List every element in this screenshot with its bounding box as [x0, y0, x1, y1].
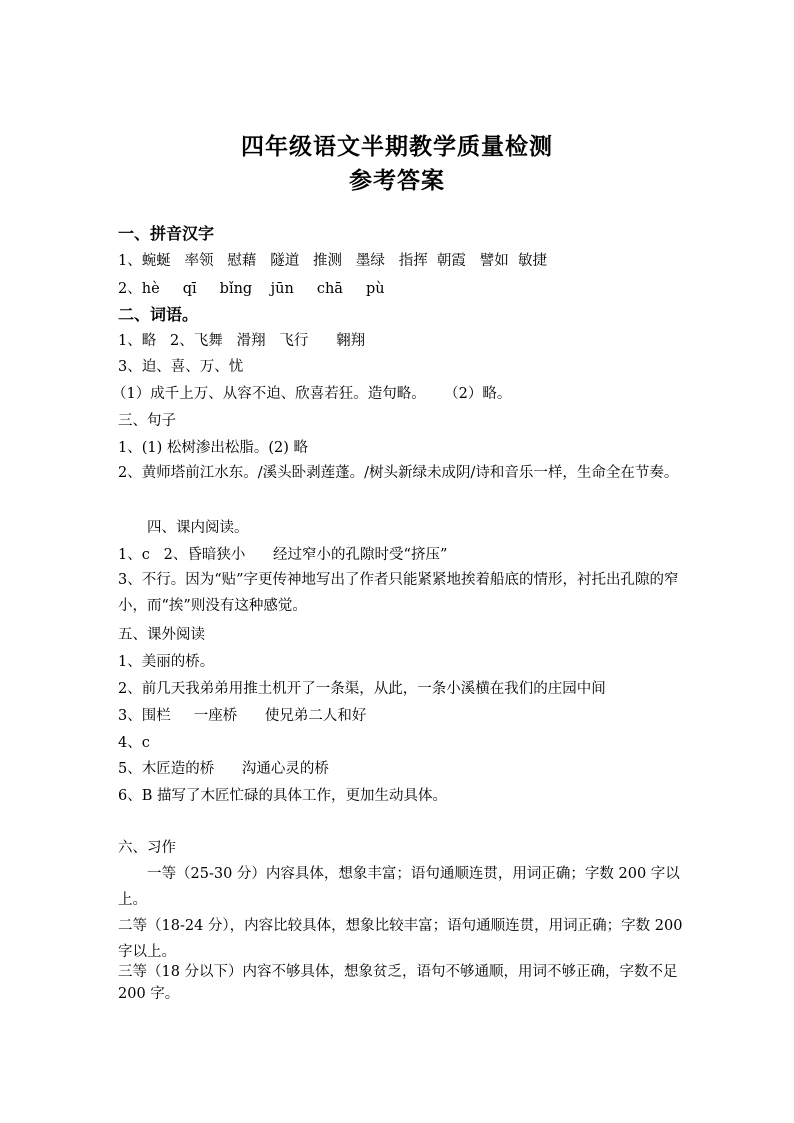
section-5-line-1: 1、美丽的桥。 [118, 654, 215, 670]
section-4-heading: 四、课内阅读。 [147, 520, 249, 536]
section-4-line-1: 1、c 2、昏暗狭小 经过窄小的孔隙时受“挤压” [118, 547, 448, 563]
document-title: 四年级语文半期教学质量检测 [241, 133, 553, 160]
section-5-line-6: 6、B 描写了木匠忙碌的具体工作，更加生动具体。 [118, 788, 447, 804]
section-5-line-4: 4、c [118, 735, 150, 751]
section-3-line-1: 1、(1) 松树渗出松脂。(2) 略 [118, 440, 309, 456]
document-subtitle: 参考答案 [349, 167, 445, 194]
section-2-line-2: 3、迫、喜、万、忧 [118, 359, 244, 375]
section-3-line-2: 2、黄师塔前江水东。/溪头卧剥莲蓬。/树头新绿未成阴/诗和音乐一样，生命全在节奏。 [118, 465, 679, 481]
section-6-grade-3: 三等（18 分以下）内容不够具体，想象贫乏，语句不够通顺，用词不够正确，字数不足 200 字。 [118, 964, 678, 1002]
section-1-line-1: 1、蜿蜒 率领 慰藉 隧道 推测 墨绿 指挥 朝霞 譬如 敏捷 [118, 253, 547, 269]
section-5-line-2: 2、前几天我弟弟用推土机开了一条渠，从此，一条小溪横在我们的庄园中间 [118, 681, 606, 697]
section-6-grade-2: 二等（18-24 分），内容比较具体，想象比较丰富；语句通顺连贯，用词正确；字数 200 字以上。 [118, 918, 683, 960]
section-5-line-3: 3、围栏 一座桥 使兄弟二人和好 [118, 708, 367, 724]
section-6-grade-1: 一等（25-30 分）内容具体，想象丰富；语句通顺连贯，用词正确；字数 200 字以上。 [118, 866, 680, 908]
section-2-line-3: （1）成千上万、从容不迫、欣喜若狂。造句略。 （2）略。 [112, 386, 512, 402]
section-2-heading: 二、词语。 [118, 305, 199, 324]
section-1-line-2: 2、hè qī bǐng jūn chā pù [118, 281, 385, 297]
section-6-heading: 六、习作 [118, 840, 176, 856]
section-2-line-1: 1、略 2、飞舞 滑翔 飞行 翱翔 [118, 333, 366, 349]
section-5-line-5: 5、木匠造的桥 沟通心灵的桥 [118, 761, 329, 777]
section-4-line-2: 3、不行。因为“贴”字更传神地写出了作者只能紧紧地挨着船底的情形，衬托出孔隙的窄小，而“挨”则没有这种感觉。 [118, 572, 679, 614]
section-1-heading: 一、拼音汉字 [118, 224, 215, 243]
section-3-heading: 三、句子 [118, 413, 176, 429]
section-5-heading: 五、课外阅读 [118, 627, 205, 643]
